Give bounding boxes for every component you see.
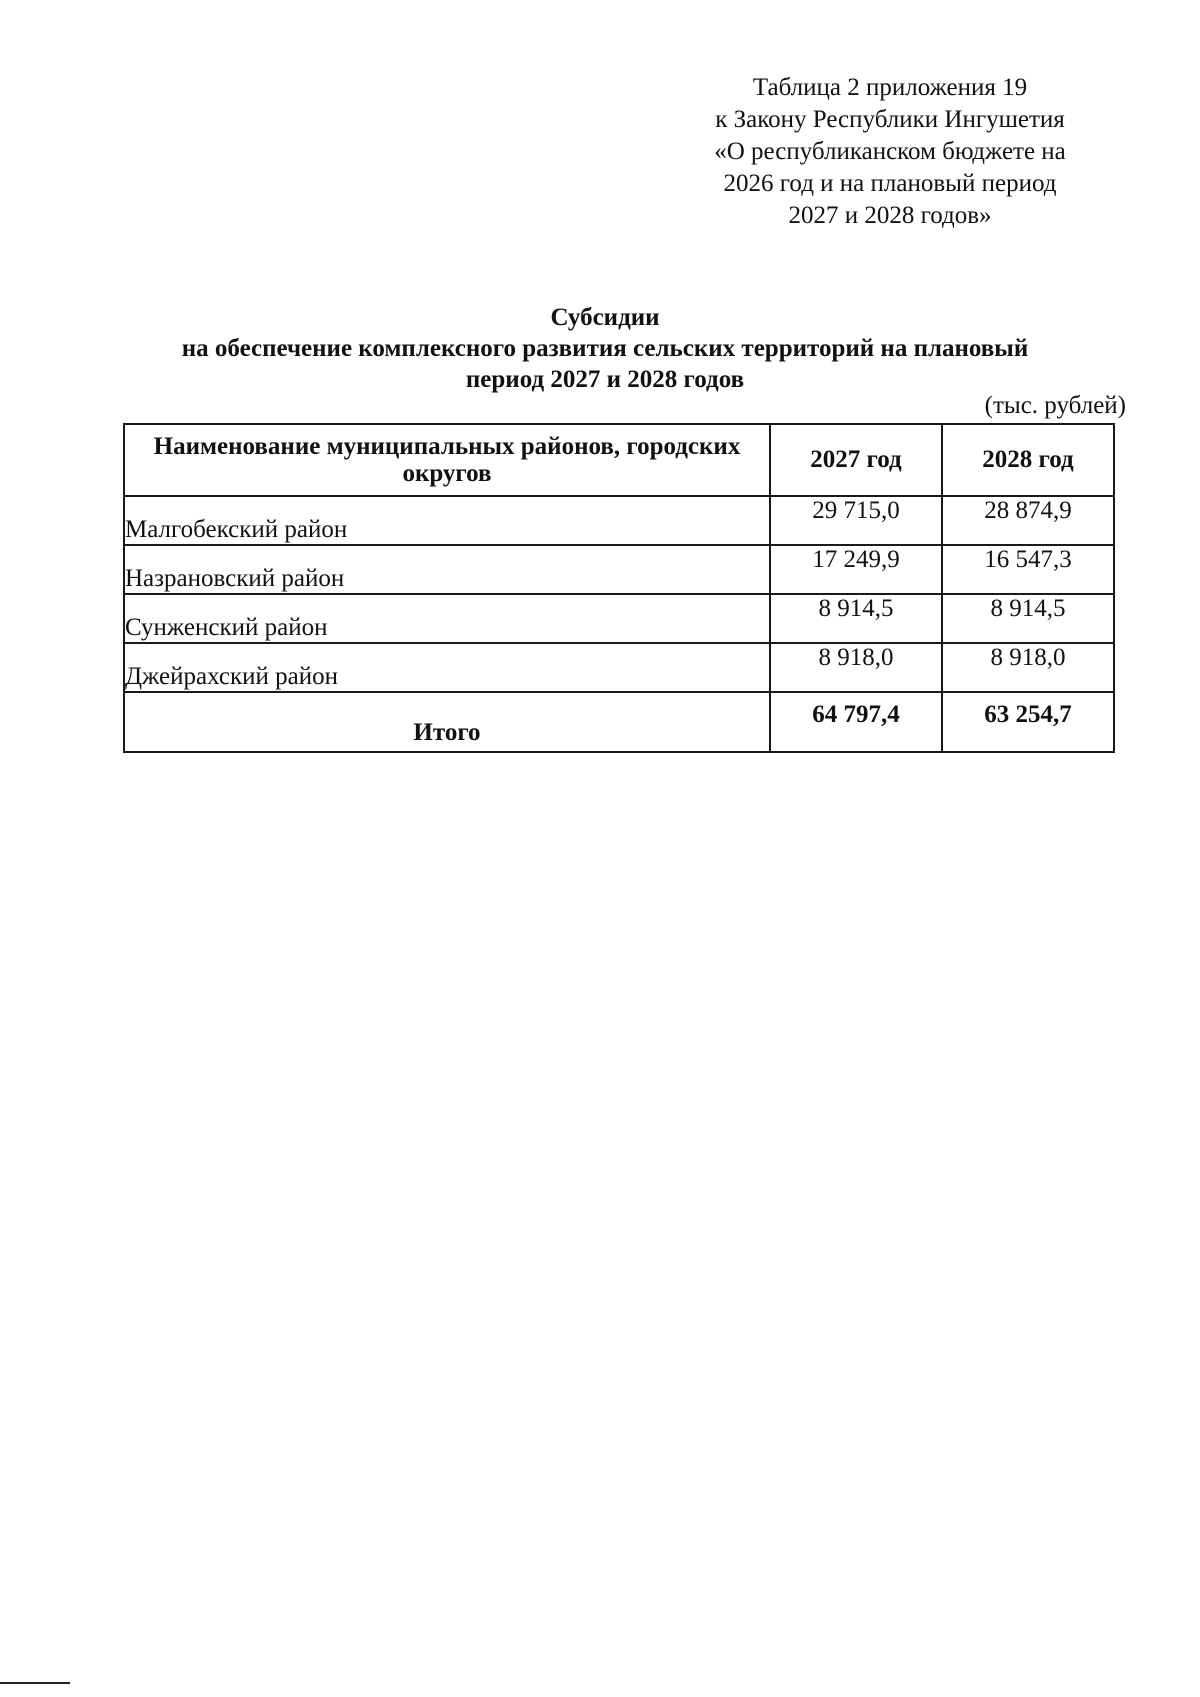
table-row — [124, 643, 1114, 692]
district-name-cell: Назрановский район — [124, 545, 770, 594]
subsidies-table — [123, 423, 1115, 753]
district-name-cell: Джейрахский район — [124, 643, 770, 692]
document-title — [100, 302, 1110, 395]
appendix-header — [660, 72, 1120, 232]
total-label-cell: Итого — [124, 692, 770, 752]
column-header-2028: 2028 год — [942, 424, 1114, 496]
header-line: Таблица 2 приложения 19 — [752, 74, 1028, 101]
table-row — [124, 545, 1114, 594]
table-row — [124, 594, 1114, 643]
scan-edge-line — [0, 1682, 70, 1684]
total-row — [124, 692, 1114, 752]
value-2028-cell: 16 547,3 — [942, 545, 1114, 594]
header-line: «О республиканском бюджете на — [714, 138, 1066, 165]
table-row — [124, 496, 1114, 545]
district-name-cell: Малгобекский район — [124, 496, 770, 545]
value-2027-cell: 8 918,0 — [770, 643, 942, 692]
total-2027-cell: 64 797,4 — [770, 692, 942, 752]
units-label: (тыс. рублей) — [984, 392, 1126, 419]
header-line: 2026 год и на плановый период — [723, 170, 1057, 197]
title-subtitle-line: на обеспечение комплексного развития сельских территорий на плановый — [181, 335, 1029, 362]
title-subtitle-line: период 2027 и 2028 годов — [465, 366, 745, 393]
value-2028-cell: 8 918,0 — [942, 643, 1114, 692]
district-name-cell: Сунженский район — [124, 594, 770, 643]
title-main: Субсидии — [550, 304, 660, 331]
header-line: к Закону Республики Ингушетия — [715, 106, 1065, 133]
table-header-row — [124, 424, 1114, 496]
column-header-2027: 2027 год — [770, 424, 942, 496]
value-2028-cell: 8 914,5 — [942, 594, 1114, 643]
value-2027-cell: 17 249,9 — [770, 545, 942, 594]
column-header-name: Наименование муниципальных районов, городских округов — [124, 424, 770, 496]
total-2028-cell: 63 254,7 — [942, 692, 1114, 752]
value-2028-cell: 28 874,9 — [942, 496, 1114, 545]
value-2027-cell: 8 914,5 — [770, 594, 942, 643]
header-line: 2027 и 2028 годов» — [788, 202, 992, 229]
value-2027-cell: 29 715,0 — [770, 496, 942, 545]
